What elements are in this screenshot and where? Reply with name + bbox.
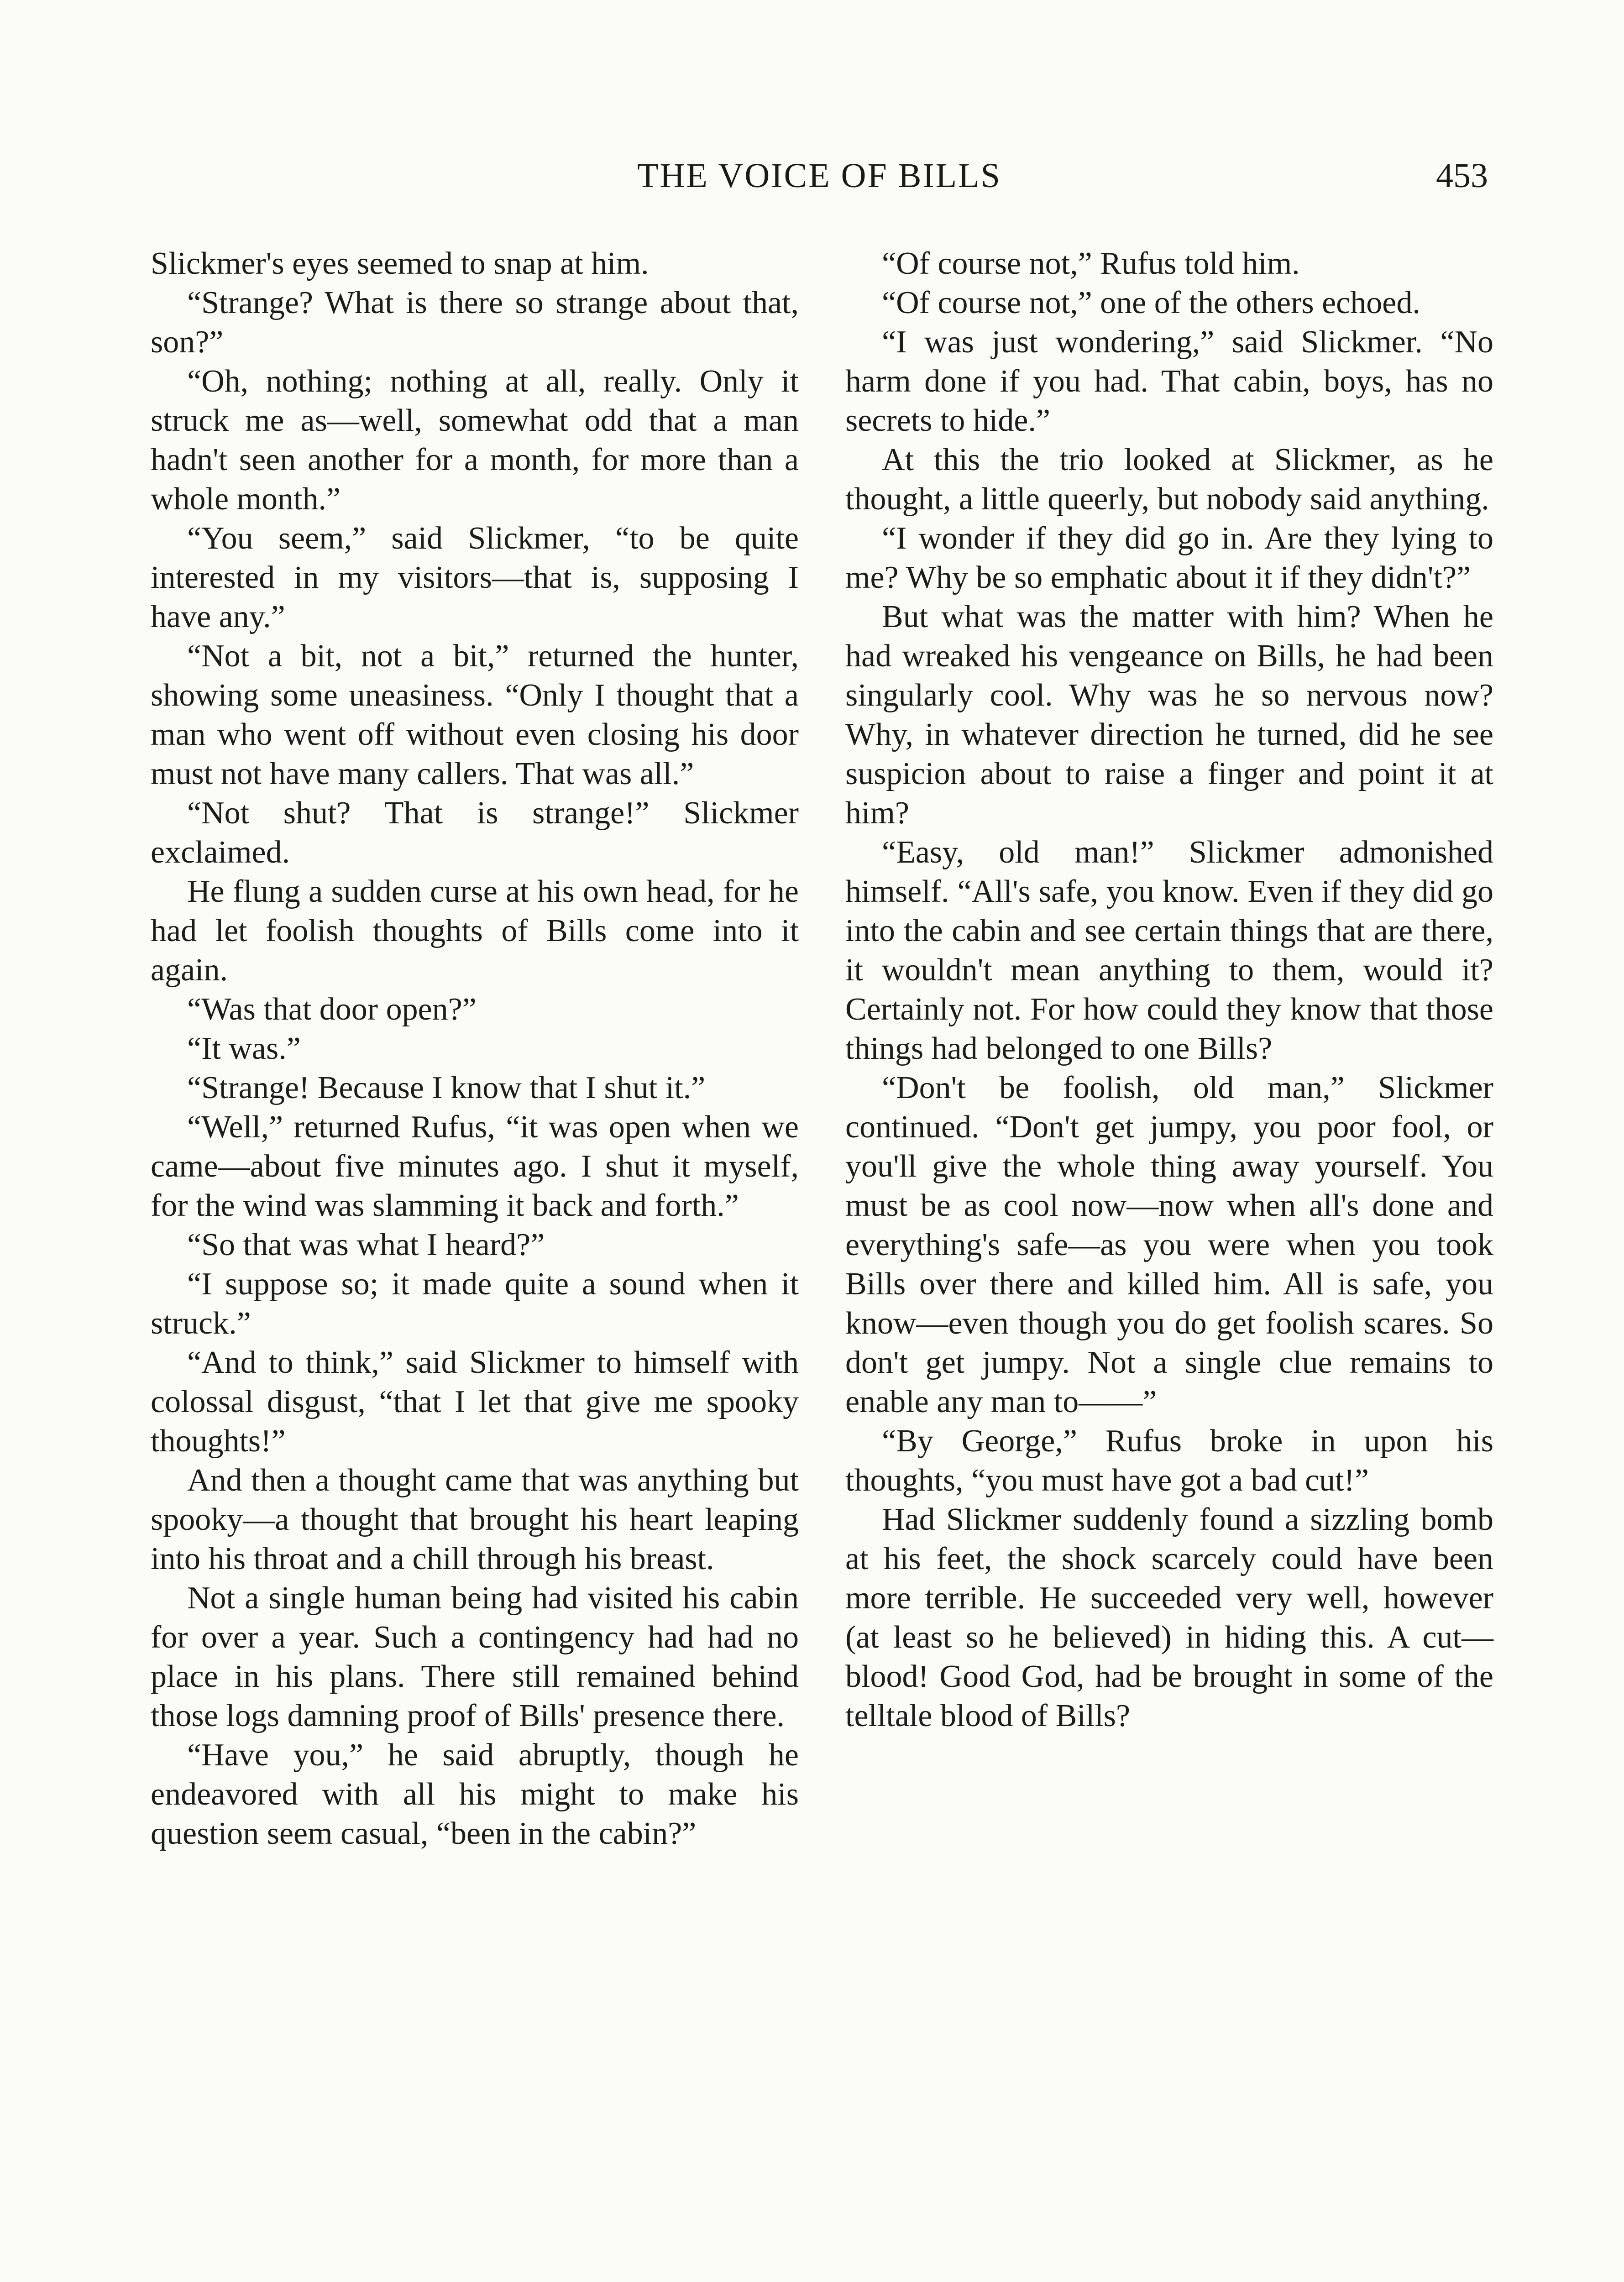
paragraph: “Well,” returned Rufus, “it was open when we came—about five minutes ago. I shut it myself, for the wind was slamming it back and forth.” [151,1110,799,1223]
running-title: THE VOICE OF BILLS [637,157,1001,195]
page-number: 453 [1436,157,1488,195]
paragraph: “It was.” [187,1031,301,1066]
paragraph: “Don't be foolish, old man,” Slickmer continued. “Don't get jumpy, you poor fool, or you'll give the whole thing away yourself. You must be as cool now—now when all's done and everything's safe—as you were when you took Bills over there and killed him. All is safe, you know—even though you do get foolish scares. So don't get jumpy. Not a single clue remains to enable any man to——” [845,1070,1493,1419]
paragraph: “Of course not,” one of the others echoed. [882,285,1420,320]
paragraph: “So that was what I heard?” [187,1227,545,1262]
paragraph: “Have you,” he said abruptly, though he endeavored with all his might to make his question seem casual, “been in the cabin?” [151,1738,799,1851]
paragraph: “Strange? What is there so strange about that, son?” [151,285,799,360]
paragraph: “I wonder if they did go in. Are they lying to me? Why be so emphatic about it if they didn't?” [845,521,1493,595]
paragraph: “By George,” Rufus broke in upon his thoughts, “you must have got a bad cut!” [845,1424,1493,1498]
paragraph: “I suppose so; it made quite a sound when it struck.” [151,1267,799,1341]
paragraph: “You seem,” said Slickmer, “to be quite interested in my visitors—that is, supposing I have any.” [151,521,799,634]
paragraph: Not a single human being had visited his cabin for over a year. Such a contingency had had no place in his plans. There still remained behind those logs damning proof of Bills' presence there. [151,1581,799,1733]
paragraph: But what was the matter with him? When he had wreaked his vengeance on Bills, he had been singularly cool. Why was he so nervous now? Why, in whatever direction he turned, did he see suspicion about to raise a finger and point it at him? [845,599,1493,831]
paragraph: “Not shut? That is strange!” Slickmer exclaimed. [151,796,799,870]
paragraph: “Was that door open?” [187,992,477,1027]
left-column [151,244,799,1853]
paragraph: “Strange! Because I know that I shut it.” [187,1070,706,1105]
paragraph: “Of course not,” Rufus told him. [882,246,1300,281]
paragraph: At this the trio looked at Slickmer, as he thought, a little queerly, but nobody said anything. [845,442,1493,517]
paragraph: “I was just wondering,” said Slickmer. “No harm done if you had. That cabin, boys, has no secrets to hide.” [845,325,1493,438]
paragraph: He flung a sudden curse at his own head, for he had let foolish thoughts of Bills come into it again. [151,874,799,988]
paragraph: Slickmer's eyes seemed to snap at him. [151,246,649,281]
paragraph: Had Slickmer suddenly found a sizzling bomb at his feet, the shock scarcely could have been more terrible. He succeeded very well, however (at least so he believed) in hiding this. A cut—blood! Good God, had be brought in some of the telltale blood of Bills? [845,1502,1493,1733]
paragraph: “Not a bit, not a bit,” returned the hunter, showing some uneasiness. “Only I thought that a man who went off without even closing his door must not have many callers. That was all.” [151,639,799,791]
paragraph: “Easy, old man!” Slickmer admonished himself. “All's safe, you know. Even if they did go into the cabin and see certain things that are there, it wouldn't mean anything to them, would it? Certainly not. For how could they know that those things had belonged to one Bills? [845,835,1493,1066]
page-header [151,151,1488,201]
paragraph: “And to think,” said Slickmer to himself with colossal disgust, “that I let that give me spooky thoughts!” [151,1345,799,1459]
right-column [845,244,1493,1736]
paragraph: And then a thought came that was anything but spooky—a thought that brought his heart leaping into his throat and a chill through his breast. [151,1463,799,1576]
paragraph: “Oh, nothing; nothing at all, really. Only it struck me as—well, somewhat odd that a man hadn't seen another for a month, for more than a whole month.” [151,364,799,517]
